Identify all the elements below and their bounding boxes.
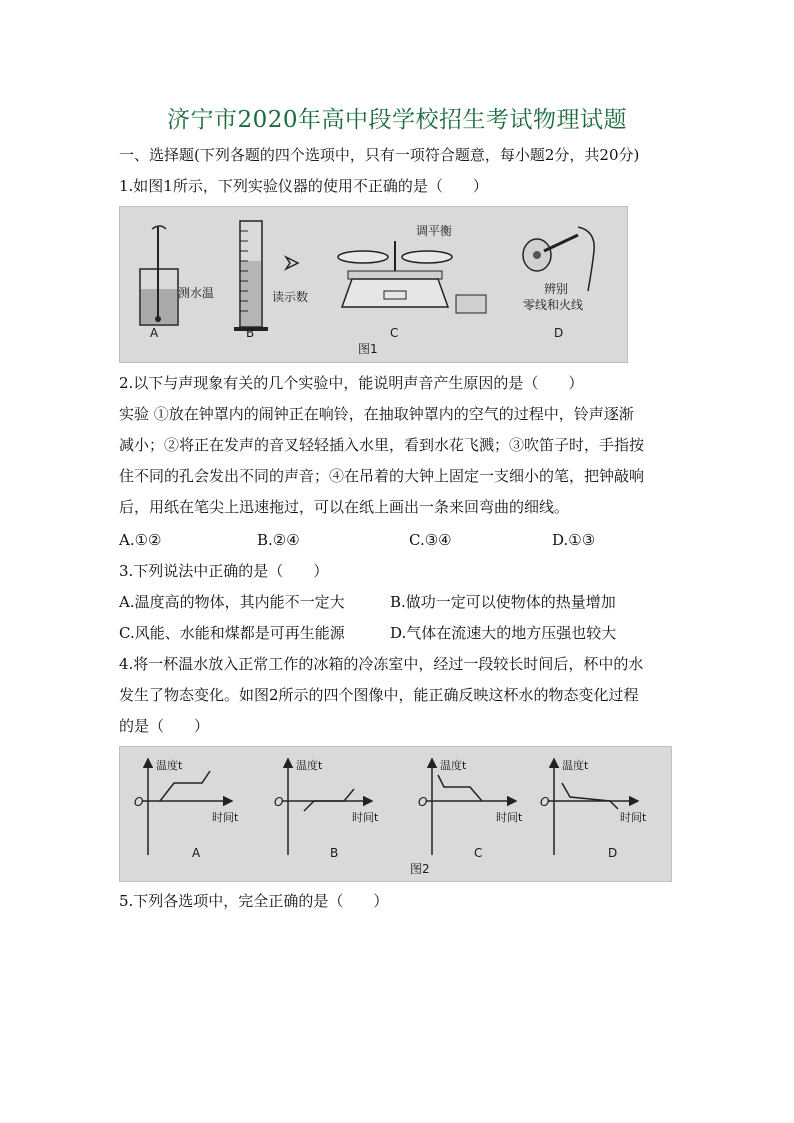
figure-1-label-b-text: 读示数 [272, 290, 309, 304]
q2-option-a: A.①② [119, 531, 162, 549]
figure-2-c-x-label: 时间t [496, 811, 523, 824]
q3-option-c: C.风能、水能和煤都是可再生能源 [119, 624, 345, 642]
figure-1-letter-c: C [390, 326, 399, 340]
figure-2-b-x-label: 时间t [352, 811, 379, 824]
q2-body-line-3: 住不同的孔会发出不同的声音；④在吊着的大钟上固定一支细小的笔，把钟敲响 [119, 467, 645, 485]
q2-option-c: C.③④ [409, 531, 452, 549]
figure-2-drawing [120, 747, 671, 881]
figure-2-c-y-label: 温度t [440, 759, 467, 772]
q2-body-line-1: 实验 ①放在钟罩内的闹钟正在响铃，在抽取钟罩内的空气的过程中，铃声逐渐 [119, 405, 634, 423]
figure-1-letter-d: D [554, 326, 564, 340]
figure-2-a-origin: O [134, 795, 144, 809]
q2-option-b: B.②④ [257, 531, 300, 549]
figure-1-label-a-text: 测水温 [178, 286, 215, 300]
q3-option-b: B.做功一定可以使物体的热量增加 [390, 593, 616, 611]
figure-2-a-y-label: 温度t [156, 759, 183, 772]
figure-1-panel-b [234, 221, 308, 340]
figure-2-a-x-label: 时间t [212, 811, 239, 824]
q2-option-d: D.①③ [552, 531, 596, 549]
figure-2-panel-b [274, 758, 379, 860]
figure-1-label-d-text-2: 零线和火线 [523, 298, 584, 312]
q2-stem: 2.以下与声现象有关的几个实验中，能说明声音产生原因的是（ ） [119, 374, 584, 392]
q1-stem: 1.如图1所示，下列实验仪器的使用不正确的是（ ） [119, 177, 488, 195]
q4-stem-line-2: 发生了物态变化。如图2所示的四个图像中，能正确反映这杯水的物态变化过程 [119, 686, 639, 704]
q5-stem: 5.下列各选项中，完全正确的是（ ） [119, 892, 389, 910]
q4-stem-line-1: 4.将一杯温水放入正常工作的冰箱的冷冻室中，经过一段较长时间后，杯中的水 [119, 655, 644, 673]
figure-1-panel-a [140, 226, 214, 340]
figure-2 [119, 746, 672, 882]
figure-1-label-c-text: 调平衡 [416, 224, 453, 238]
figure-1-panel-c [338, 224, 486, 340]
q3-stem: 3.下列说法中正确的是（ ） [119, 562, 329, 580]
figure-1-letter-b: B [246, 326, 255, 340]
figure-1-letter-a: A [150, 326, 159, 340]
figure-2-d-y-label: 温度t [562, 759, 589, 772]
figure-2-b-origin: O [274, 795, 284, 809]
figure-2-panel-c [418, 758, 523, 860]
q3-option-a: A.温度高的物体，其内能不一定大 [119, 593, 345, 611]
figure-2-b-y-label: 温度t [296, 759, 323, 772]
figure-2-panel-d [540, 758, 647, 860]
figure-2-c-origin: O [418, 795, 428, 809]
figure-2-letter-b: B [330, 846, 339, 860]
q4-stem-line-3: 的是（ ） [119, 717, 210, 735]
figure-2-letter-a: A [192, 846, 201, 860]
page-title: 济宁市2020年高中段学校招生考试物理试题 [166, 107, 628, 133]
figure-2-caption: 图2 [410, 862, 430, 876]
figure-1-drawing [120, 207, 627, 362]
section-heading: 一、选择题(下列各题的四个选项中，只有一项符合题意，每小题2分，共20分) [119, 146, 640, 164]
q2-body-line-2: 减小；②将正在发声的音叉轻轻插入水里，看到水花飞溅；③吹笛子时，手指按 [119, 436, 645, 454]
figure-2-d-origin: O [540, 795, 550, 809]
figure-2-letter-c: C [474, 846, 483, 860]
figure-1-caption: 图1 [358, 342, 378, 356]
figure-2-panel-a [134, 758, 239, 860]
q3-option-d: D.气体在流速大的地方压强也较大 [390, 624, 617, 642]
q2-body-line-4: 后，用纸在笔尖上迅速拖过，可以在纸上画出一条来回弯曲的细线。 [119, 498, 570, 516]
figure-1-panel-d [523, 227, 594, 340]
figure-1 [119, 206, 628, 363]
figure-2-d-x-label: 时间t [620, 811, 647, 824]
figure-2-letter-d: D [608, 846, 618, 860]
figure-1-label-d-text-1: 辨别 [544, 282, 569, 296]
